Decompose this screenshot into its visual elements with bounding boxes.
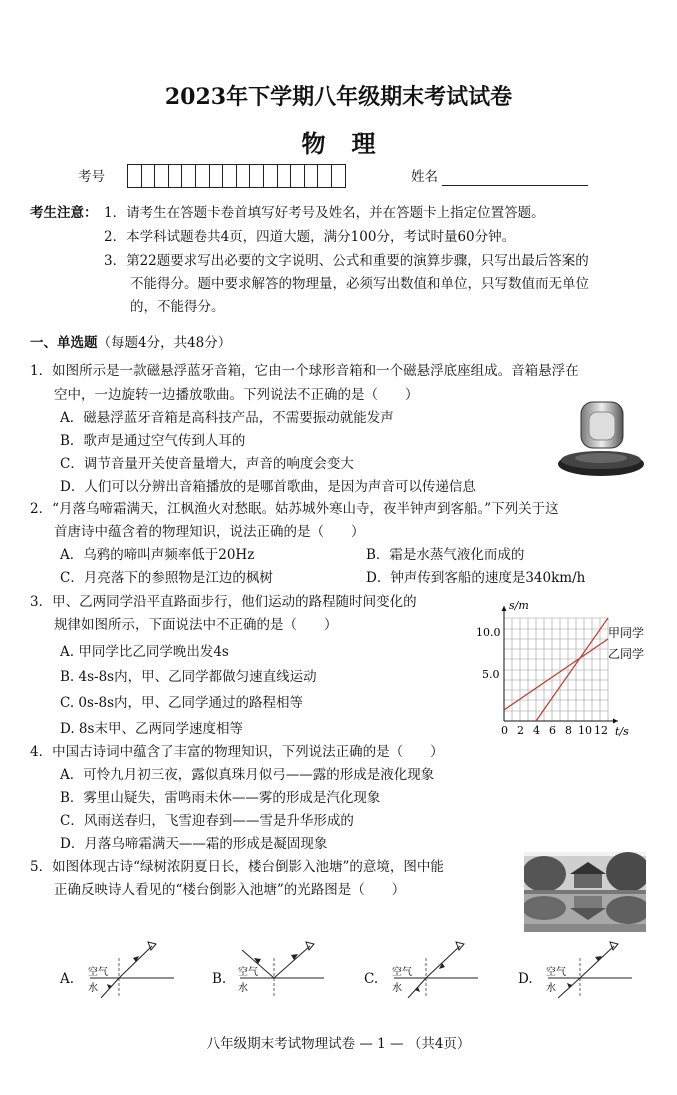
y-tick-5: 5.0	[482, 668, 500, 681]
q1-option-d: D．人们可以分辨出音箱播放的是哪首歌曲，是因为声音可以传递信息	[60, 479, 476, 495]
q5-option-c: C.	[364, 971, 379, 987]
q5-stem-line2: 正确反映诗人看见的“楼台倒影入池塘”的光路图是（ ）	[54, 882, 406, 898]
notice-label: 考生注意：	[30, 205, 98, 221]
notice-item-1: 1．请考生在答题卡卷首填写好考号及姓名，并在答题卡上指定位置答题。	[104, 205, 545, 221]
q4-option-a: A．可怜九月初三夜，露似真珠月似弓——露的形成是液化现象	[60, 767, 435, 783]
x-tick-12: 12	[594, 724, 608, 737]
q5-stem-line1: 5．如图体现古诗“绿树浓阴夏日长，楼台倒影入池塘”的意境，图中能	[30, 859, 444, 875]
q2-stem-line1: 2．“月落乌啼霜满天，江枫渔火对愁眠。姑苏城外寒山寺，夜半钟声到客船。”下列关于这	[30, 501, 559, 517]
series-jia-label: 甲同学	[608, 626, 645, 640]
section-title: 一、单选题	[30, 335, 98, 351]
option-a-air-label: 空气	[88, 967, 108, 978]
section-desc: （每题4分，共48分）	[97, 335, 232, 351]
page-footer: 八年级期末考试物理试卷 — 1 — （共4页）	[206, 1036, 471, 1052]
q2-stem-line2: 首唐诗中蕴含着的物理知识，说法正确的是（ ）	[54, 524, 365, 540]
x-tick-0: 0	[501, 724, 508, 737]
x-tick-6: 6	[549, 724, 556, 737]
q3-option-a: A. 甲同学比乙同学晚出发4s	[60, 644, 229, 660]
q1-stem-line1: 1．如图所示是一款磁悬浮蓝牙音箱，它由一个球形音箱和一个磁悬浮底座组成。音箱悬浮在	[30, 363, 579, 379]
q5-option-a: A.	[60, 971, 75, 987]
q5-diagram-a	[82, 938, 182, 998]
q4-option-d: D．月落乌啼霜满天——霜的形成是凝固现象	[60, 836, 328, 852]
exam-no-boxes	[128, 164, 346, 188]
notice-item-3-end: 的，不能得分。	[130, 299, 225, 315]
q3-stem-line2: 规律如图所示，下面说法中不正确的是（ ）	[54, 617, 338, 633]
q5-option-b: B.	[212, 971, 227, 987]
y-axis-arrow	[502, 606, 507, 611]
q1-option-c: C．调节音量开关使音量增大，声音的响度会变大	[60, 456, 354, 472]
option-c-air-label: 空气	[392, 967, 412, 978]
series-yi-label: 乙同学	[608, 647, 645, 661]
x-axis-label: t/s	[615, 725, 629, 738]
y-tick-10: 10.0	[476, 626, 501, 639]
x-tick-8: 8	[565, 724, 572, 737]
exam-title: 2023年下学期八年级期末考试试卷	[164, 84, 513, 110]
q4-option-c: C．风雨送春归，飞雪迎春到——雪是升华形成的	[60, 813, 354, 829]
q5-diagram-b	[232, 938, 332, 998]
subject-title: 物理	[301, 129, 402, 158]
section-heading	[30, 334, 231, 353]
series-yi-line	[504, 639, 608, 710]
q2-option-d: D．钟声传到客船的速度是340km/h	[366, 570, 586, 586]
q3-option-b: B. 4s-8s内，甲、乙同学都做匀速直线运动	[60, 669, 317, 685]
name-underline	[442, 185, 588, 186]
speaker-image	[556, 400, 646, 484]
q4-stem: 4．中国古诗词中蕴含了丰富的物理知识，下列说法正确的是（ ）	[30, 744, 444, 760]
option-d-air-label: 空气	[546, 967, 566, 978]
q3-stem-line1: 3．甲、乙两同学沿平直路面步行，他们运动的路程随时间变化的	[30, 594, 417, 610]
x-axis-arrow	[613, 719, 618, 724]
s-t-graph	[468, 598, 648, 738]
q5-diagram-d	[540, 938, 640, 998]
notice-item-2: 2．本学科试题卷共4页，四道大题，满分100分，考试时量60分钟。	[104, 229, 516, 245]
option-d-water-label: 水	[546, 983, 556, 994]
q1-option-b: B．歌声是通过空气传到人耳的	[60, 433, 246, 449]
option-c-water-label: 水	[392, 983, 402, 994]
x-tick-10: 10	[578, 724, 592, 737]
q4-option-b: B．雾里山疑失，雷鸣雨未休——雾的形成是汽化现象	[60, 790, 381, 806]
q2-option-a: A．乌鸦的啼叫声频率低于20Hz	[60, 547, 255, 563]
graph-grid	[504, 618, 608, 721]
notice-item-3: 3．第22题要求写出必要的文字说明、公式和重要的演算步骤，只写出最后答案的	[104, 253, 589, 269]
option-b-air-label: 空气	[238, 967, 258, 978]
notice-item-3-cont: 不能得分。题中要求解答的物理量，必须写出数值和单位，只写数值而无单位	[130, 276, 589, 292]
series-jia-line	[536, 618, 608, 721]
q3-option-c: C. 0s-8s内，甲、乙同学通过的路程相等	[60, 695, 304, 711]
q2-option-c: C．月亮落下的参照物是江边的枫树	[60, 570, 273, 586]
q1-option-a: A．磁悬浮蓝牙音箱是高科技产品，不需要振动就能发声	[60, 410, 394, 426]
q2-option-b: B．霜是水蒸气液化而成的	[366, 547, 525, 563]
q5-diagram-c	[386, 938, 486, 998]
pavilion-photo	[524, 852, 646, 932]
option-b-water-label: 水	[238, 983, 248, 994]
option-a-water-label: 水	[88, 983, 98, 994]
name-label: 姓名	[411, 169, 438, 185]
x-tick-2: 2	[517, 724, 524, 737]
y-axis-label: s/m	[509, 599, 529, 612]
exam-no-label: 考号	[78, 169, 105, 185]
q1-stem-line2: 空中，一边旋转一边播放歌曲。下列说法不正确的是（ ）	[54, 387, 419, 403]
q3-option-d: D. 8s末甲、乙两同学速度相等	[60, 721, 243, 737]
q5-option-d: D.	[518, 971, 533, 987]
x-tick-4: 4	[533, 724, 540, 737]
